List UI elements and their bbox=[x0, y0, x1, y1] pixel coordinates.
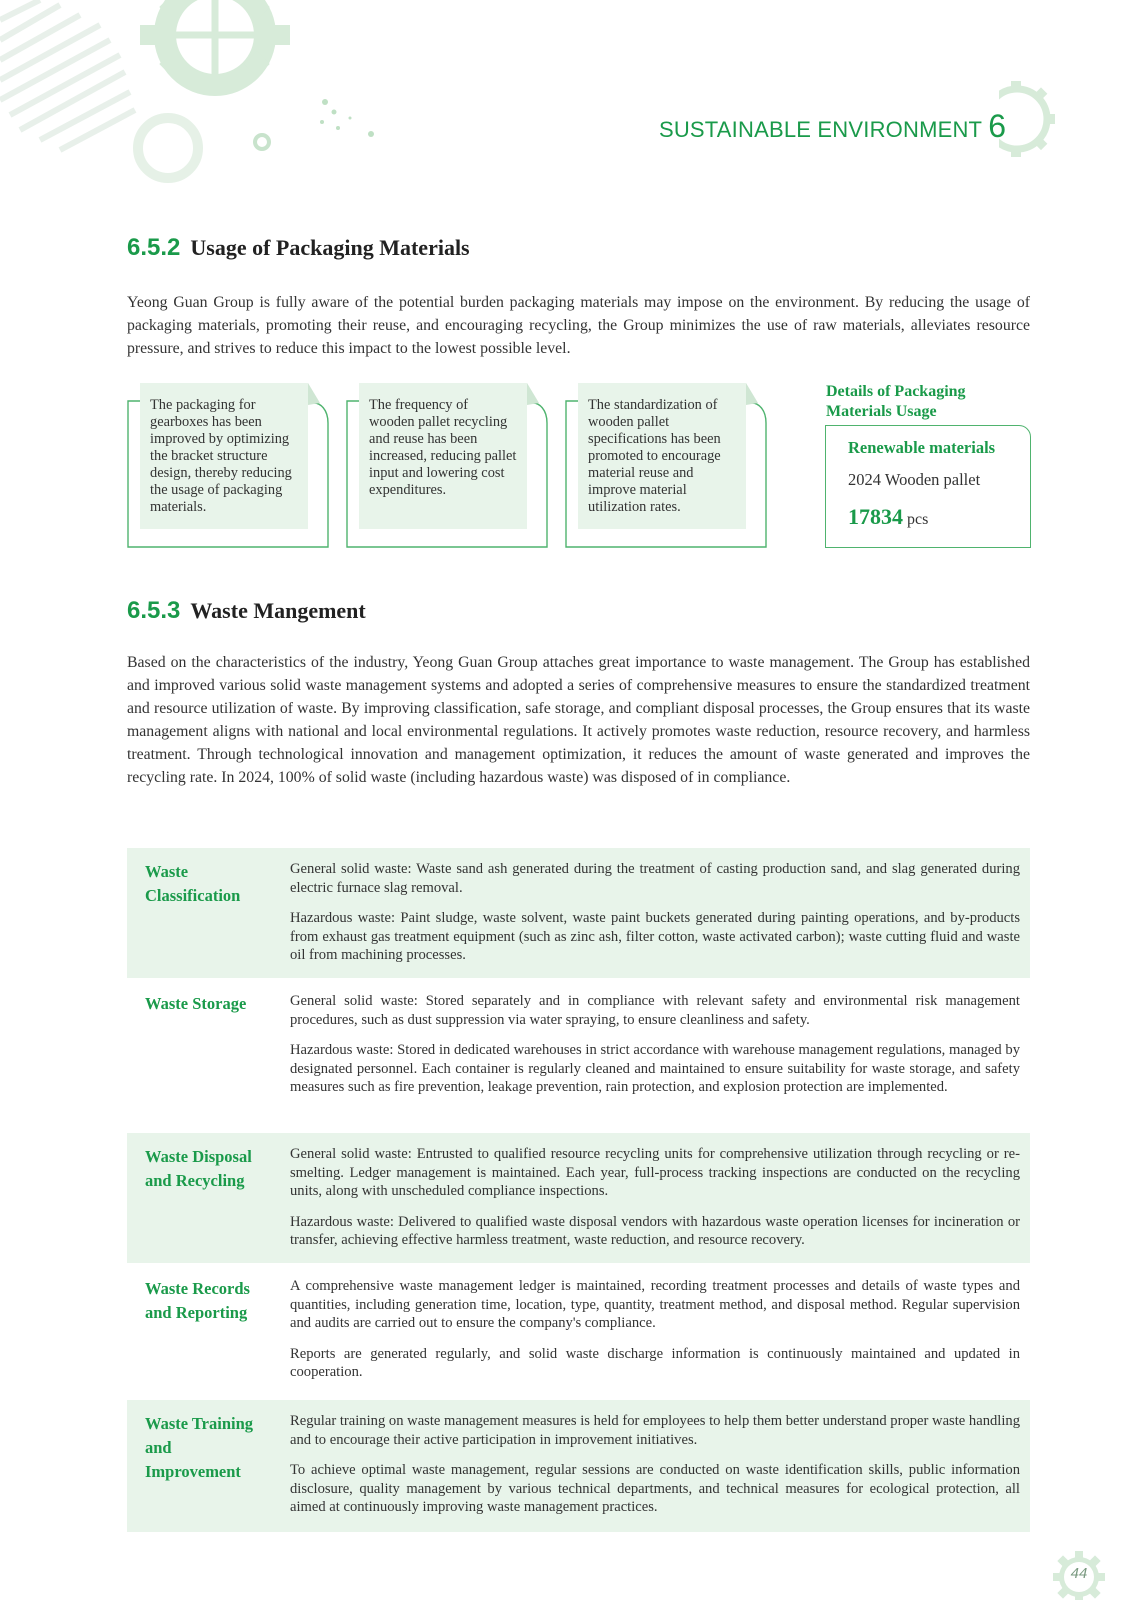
packaging-measure-card bbox=[127, 383, 329, 548]
waste-row-label: Waste Records and Reporting bbox=[145, 1279, 250, 1322]
pallet-label: 2024 Wooden pallet bbox=[848, 470, 981, 489]
pallet-unit: pcs bbox=[907, 511, 929, 528]
waste-row-content bbox=[290, 860, 1020, 977]
waste-row-label: Waste Disposal and Recycling bbox=[145, 1147, 252, 1190]
section-number: 6.5.3 bbox=[127, 597, 181, 624]
card-text: The standardization of wooden pallet specifications has been promoted to encourage material reuse and improve material utilization rates. bbox=[578, 383, 746, 529]
waste-paragraph: Regular training on waste management measures is held for employees to help them better understand proper waste handling and to encourage their active participation in improvement initiatives. bbox=[290, 1413, 1020, 1448]
waste-paragraph: Hazardous waste: Stored in dedicated warehouses in strict accordance with warehouse management regulations, managed by designated personnel. Each container is regularly cleaned and maintained to ensure suitability for waste storage, and safety measures such as fire prevention, leakage prevention, rain protection, and explosion protection are implemented. bbox=[290, 1042, 1020, 1095]
waste-row-content bbox=[290, 1412, 1020, 1529]
waste-intro-paragraph: Based on the characteristics of the industry, Yeong Guan Group attaches great importance to waste management. The Group has established and improved various solid waste management systems and adopted a series of comprehensive measures to ensure the standardized treatment and resource utilization of waste. By improving classification, safe storage, and compliant disposal processes, the Group ensures that its waste management aligns with national and local environmental regulations. It actively promotes waste reduction, resource recovery, and harmless treatment. Through technological innovation and management optimization, it reduces the amount of waste generated and improves the recycling rate. In 2024, 100% of solid waste (including hazardous waste) was disposed of in compliance. bbox=[127, 654, 1030, 786]
page-number: 44 bbox=[1070, 1565, 1088, 1582]
pallet-value bbox=[848, 504, 928, 530]
section-heading-waste bbox=[127, 597, 366, 625]
packaging-measure-card bbox=[565, 383, 767, 548]
chapter-gear-icon bbox=[999, 75, 1069, 165]
waste-row-storage bbox=[127, 980, 1030, 1130]
waste-paragraph: Reports are generated regularly, and solid waste discharge information is continuously maintained and updated in cooperation. bbox=[290, 1345, 1020, 1380]
waste-row-classification bbox=[127, 848, 1030, 978]
waste-paragraph: Hazardous waste: Delivered to qualified waste disposal vendors with hazardous waste operation licenses for incineration or transfer, achieving effective harmless treatment, waste reduction, and resource recovery. bbox=[290, 1213, 1020, 1248]
waste-row-content bbox=[290, 1145, 1020, 1262]
section-title: Waste Mangement bbox=[190, 598, 366, 623]
waste-row-disposal bbox=[127, 1133, 1030, 1263]
details-box bbox=[825, 425, 1031, 548]
waste-row-records bbox=[127, 1265, 1030, 1395]
waste-paragraph: To achieve optimal waste management, regular sessions are conducted on waste identification skills, public information disclosure, quality management by various technical departments, and technical measures for ecological protection, all aimed at continuously improving waste management practices. bbox=[290, 1462, 1020, 1515]
renewable-label: Renewable materials bbox=[848, 438, 996, 457]
card-text: The packaging for gearboxes has been improved by optimizing the bracket structure design, thereby reducing the usage of packaging materials. bbox=[140, 383, 308, 529]
pallet-count: 17834 bbox=[848, 504, 903, 529]
section-title: Usage of Packaging Materials bbox=[190, 235, 470, 260]
chapter-title: SUSTAINABLE ENVIRONMENT bbox=[658, 117, 983, 142]
waste-row-content bbox=[290, 992, 1020, 1109]
waste-paragraph: Hazardous waste: Paint sludge, waste solvent, waste paint buckets generated during painting operations, and by-products from exhaust gas treatment equipment (such as zinc ash, filter cotton, waste activated carbon); waste cutting fluid and waste oil from machining processes. bbox=[290, 910, 1020, 963]
packaging-measure-card bbox=[346, 383, 548, 548]
waste-row-label: Waste Storage bbox=[145, 994, 247, 1013]
waste-row-label: Waste Classification bbox=[145, 862, 241, 905]
chapter-header bbox=[659, 108, 1006, 145]
card-text: The frequency of wooden pallet recycling and reuse has been increased, reducing pallet input and lowering cost expenditures. bbox=[359, 383, 527, 529]
packaging-intro-paragraph: Yeong Guan Group is fully aware of the potential burden packaging materials may impose on the environment. By reducing the usage of packaging materials, promoting their reuse, and encouraging recycling, the Group minimizes the use of raw materials, alleviates resource pressure, and strives to reduce this impact to the lowest possible level. bbox=[127, 294, 1030, 357]
waste-paragraph: General solid waste: Waste sand ash generated during the treatment of casting production sand, and slag generated during electric furnace slag removal. bbox=[290, 861, 1020, 896]
section-heading-packaging bbox=[127, 234, 470, 262]
waste-paragraph: General solid waste: Entrusted to qualified resource recycling units for comprehensive utilization through recycling or re-smelting. Ledger management is maintained. Each year, full-process tracking inspections are conducted on the recycling units, along with unscheduled compliance inspections. bbox=[290, 1146, 1020, 1199]
waste-paragraph: General solid waste: Stored separately and in compliance with relevant safety and environmental risk management procedures, such as dust suppression via water spraying, to ensure cleanliness and safety. bbox=[290, 993, 1020, 1028]
waste-paragraph: A comprehensive waste management ledger is maintained, recording treatment processes and details of waste types and quantities, including generation time, location, type, quantity, treatment method, and disposal method. Regular supervision and audits are carried out to ensure the company's compliance. bbox=[290, 1278, 1020, 1331]
waste-row-content bbox=[290, 1277, 1020, 1394]
chapter-number: 6 bbox=[988, 108, 1006, 144]
waste-row-training bbox=[127, 1400, 1030, 1532]
waste-row-label: Waste Training and Improvement bbox=[145, 1414, 254, 1481]
details-title: Details of Packaging Materials Usage bbox=[826, 383, 966, 420]
gear-decoration-icon bbox=[0, 0, 400, 190]
section-number: 6.5.2 bbox=[127, 234, 181, 261]
